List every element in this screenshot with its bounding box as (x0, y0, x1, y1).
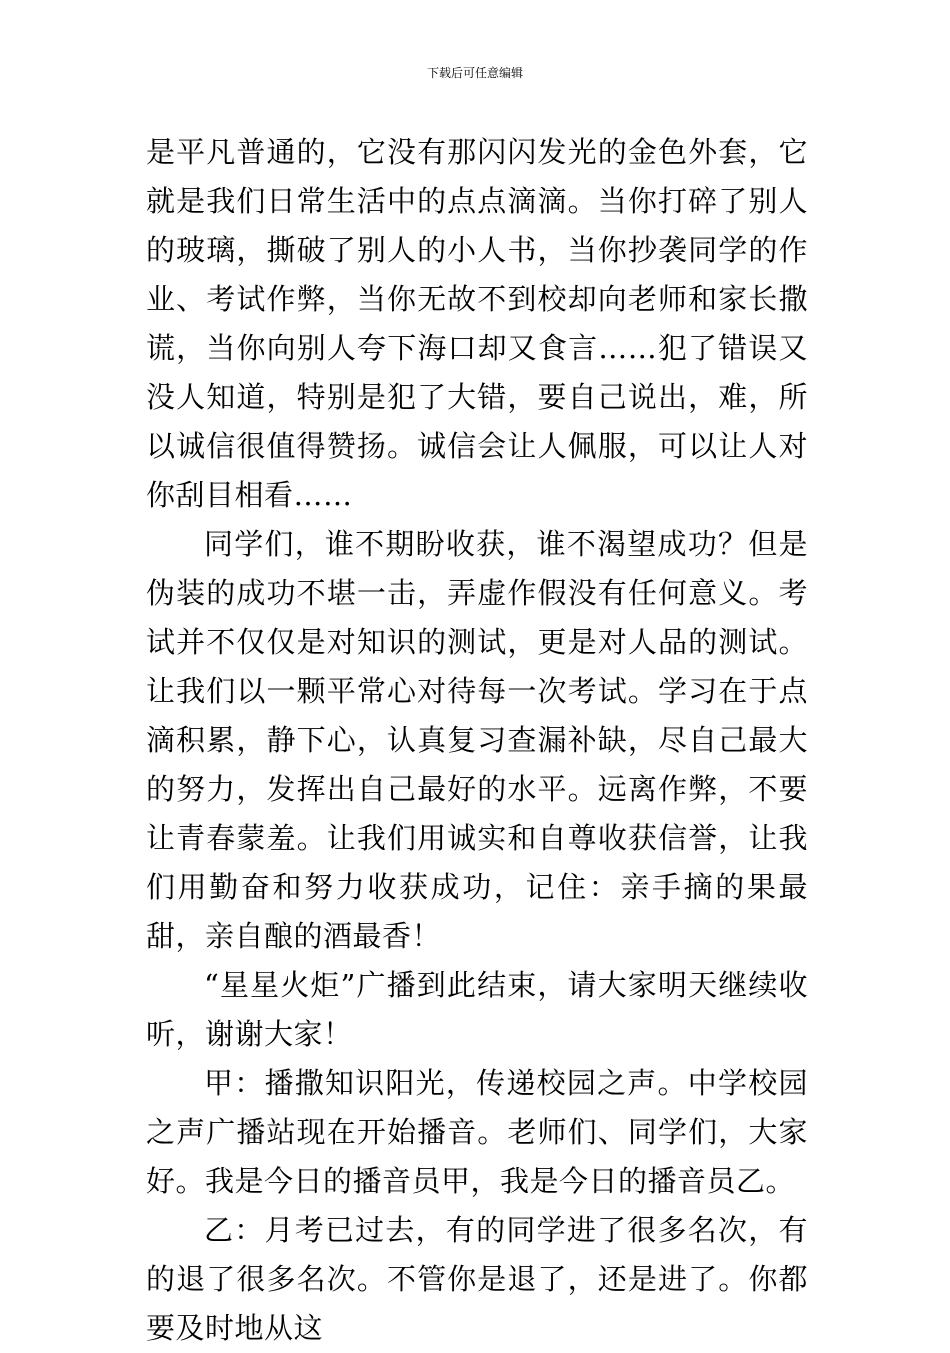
paragraph: 乙：月考已过去，有的同学进了很多名次，有的退了很多名次。不管你是退了，还是进了。你都要及时地从这 (146, 1213, 808, 1345)
paragraph: 是平凡普通的，它没有那闪闪发光的金色外套，它就是我们日常生活中的点点滴滴。当你打碎了别人的玻璃，撕破了别人的小人书，当你抄袭同学的作业、考试作弊，当你无故不到校却向老师和家长撒谎，当你向别人夸下海口却又食言……犯了错误又没人知道，特别是犯了大错，要自己说出，难，所以诚信很值得赞扬。诚信会让人佩服，可以让人对你刮目相看…… (146, 135, 808, 512)
document-body (146, 128, 808, 1353)
paragraph: 同学们，谁不期盼收获，谁不渴望成功？但是伪装的成功不堪一击，弄虚作假没有任何意义。考试并不仅仅是对知识的测试，更是对人品的测试。让我们以一颗平常心对待每一次考试。学习在于点滴积累，静下心，认真复习查漏补缺，尽自己最大的努力，发挥出自己最好的水平。远离作弊，不要让青春蒙羞。让我们用诚实和自尊收获信誉，让我们用勤奋和努力收获成功，记住：亲手摘的果最甜，亲自酿的酒最香！ (146, 527, 808, 953)
paragraph: “星星火炬”广播到此结束，请大家明天继续收听，谢谢大家！ (146, 968, 808, 1051)
page-header: 下载后可任意编辑 (426, 66, 523, 80)
paragraph: 甲：播撒知识阳光，传递校园之声。中学校园之声广播站现在开始播音。老师们、同学们，大家好。我是今日的播音员甲，我是今日的播音员乙。 (146, 1066, 808, 1198)
